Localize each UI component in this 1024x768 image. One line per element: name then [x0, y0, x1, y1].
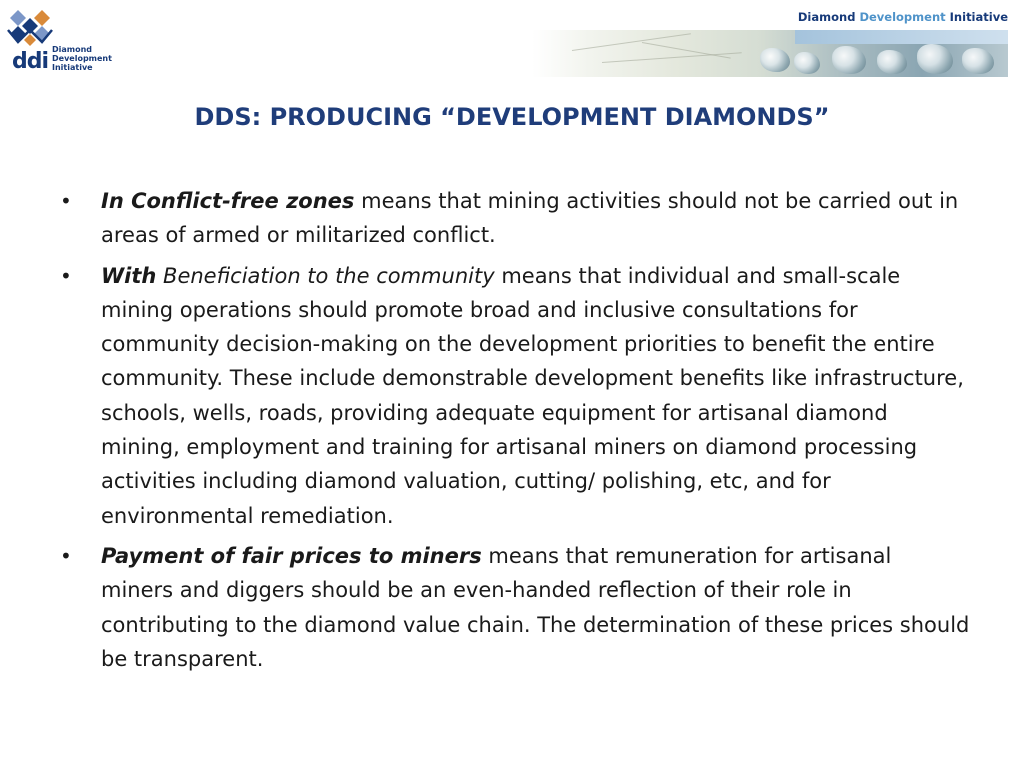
banner-gem [760, 48, 790, 72]
bullet-text: means that individual and small-scale mining operations should promote broad and inclusive consultations for community decision-making on the development priorities to benefit the entire community. These include demonstrable development benefits like infrastructure, schools, wells, roads, providing adequate equipment for artisanal diamond mining, employment and training for artisanal miners on diamond processing activities including diamond valuation, cutting/ polishing, etc, and for environmental remediation. [101, 263, 964, 528]
bullet-icon: • [60, 263, 72, 288]
bullet-lead: In Conflict-free zones [101, 189, 355, 213]
bullet-text: means that mining activities should not be carried out in areas of armed or militarized conflict. [101, 189, 959, 248]
banner-map-line [602, 52, 742, 63]
brand-word-development: Development [859, 10, 946, 24]
bullet-lead-bold: With [101, 263, 157, 288]
bullet-lead-italic: Beneficiation to the community [156, 263, 495, 288]
banner-gem [794, 52, 820, 74]
logo-line-2: Development [52, 54, 112, 63]
bullet-item [60, 539, 970, 676]
banner-gem [877, 50, 907, 74]
logo-name [52, 45, 112, 72]
brand-word-diamond: Diamond [797, 10, 856, 24]
bullet-icon: • [60, 543, 72, 568]
slide-title: DDS: PRODUCING “DEVELOPMENT DIAMONDS” [194, 103, 830, 131]
ddi-diamond-logo-icon [6, 8, 54, 52]
bullet-lead: Payment of fair prices to miners [101, 543, 482, 568]
brand-word-initiative: Initiative [949, 10, 1008, 24]
bullet-item [60, 259, 970, 533]
banner-gem [962, 48, 994, 74]
header-brand-title [798, 10, 1008, 24]
bullet-text: means that remuneration for artisanal miners and diggers should be an even-handed reflection of their role in contributing to the diamond value chain. The determination of these prices should be transparent. [101, 543, 970, 671]
bullet-item [60, 184, 970, 253]
banner-gem [917, 44, 953, 74]
logo-line-1: Diamond [52, 45, 93, 54]
header-banner-image [532, 30, 1008, 77]
banner-gem [832, 46, 866, 74]
logo-line-3: Initiative [52, 63, 93, 72]
banner-blue-strip [795, 30, 1008, 44]
bullet-icon: • [60, 189, 72, 213]
bullet-list [60, 184, 970, 682]
ddi-logo [6, 8, 116, 74]
logo-abbreviation: ddi [12, 49, 49, 74]
